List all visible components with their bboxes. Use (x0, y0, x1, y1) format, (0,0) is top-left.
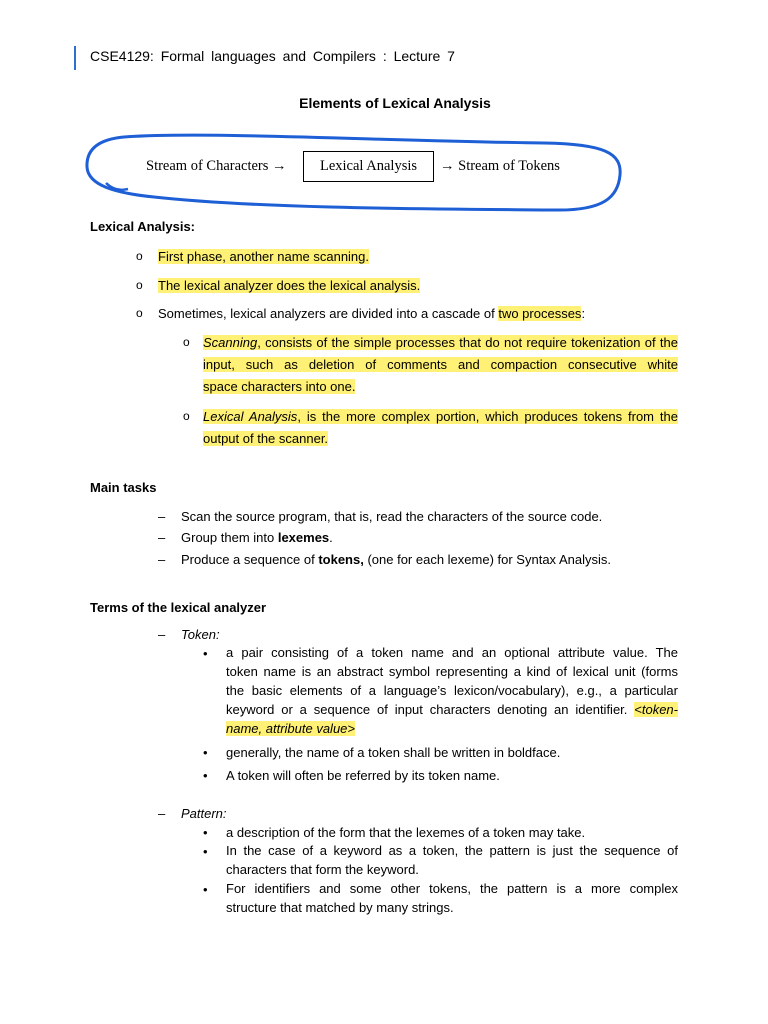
dash-bullet-icon: – (158, 530, 166, 545)
section-heading-lexical-analysis: Lexical Analysis: (90, 219, 196, 234)
sub-item-scanning: Scanning, consists of the simple processes that do not require tokenization of the input, such as deletion of comments and compaction consecutive white space characters into one. (203, 335, 678, 394)
dash-bullet-icon: – (158, 552, 166, 567)
page-title: Elements of Lexical Analysis (299, 95, 491, 111)
section-heading-terms: Terms of the lexical analyzer (90, 600, 267, 615)
dash-bullet-icon: – (158, 627, 166, 642)
dot-bullet-icon: • (203, 745, 208, 760)
list-item: First phase, another name scanning. (158, 249, 370, 264)
dot-bullet-icon: • (203, 825, 208, 840)
pattern-keyword-item: In the case of a keyword as a token, the pattern is just the sequence of characters that form the keyword. (226, 843, 678, 877)
bullet-circle-icon: o (136, 278, 143, 292)
sub-item-lexical-analysis: Lexical Analysis, is the more complex portion, which produces tokens from the output of the scanner. (203, 409, 678, 446)
flow-output-label: → Stream of Tokens (440, 158, 560, 174)
list-item: generally, the name of a token shall be written in boldface. (226, 745, 561, 760)
flow-lexical-analysis-box: Lexical Analysis (303, 151, 434, 182)
dash-bullet-icon: – (158, 806, 166, 821)
list-item: A token will often be referred by its token name. (226, 768, 500, 783)
course-header: CSE4129: Formal languages and Compilers : Lecture 7 (90, 48, 455, 64)
list-item: Sometimes, lexical analyzers are divided into a cascade of two processes: (158, 306, 586, 321)
dot-bullet-icon: • (203, 768, 208, 783)
list-item: Group them into lexemes. (181, 530, 333, 545)
bullet-circle-icon: o (136, 306, 143, 320)
dash-bullet-icon: – (158, 509, 166, 524)
section-heading-main-tasks: Main tasks (90, 480, 157, 495)
list-item: a description of the form that the lexemes of a token may take. (226, 825, 586, 840)
flow-input-label: Stream of Characters → (146, 158, 287, 174)
term-label-token: Token: (181, 627, 220, 642)
list-item: The lexical analyzer does the lexical analysis. (158, 278, 421, 293)
dot-bullet-icon: • (203, 646, 208, 661)
pattern-identifier-item: For identifiers and some other tokens, the pattern is a more complex structure that matched by many strings. (226, 881, 678, 915)
header-accent-bar (74, 46, 76, 70)
term-label-pattern: Pattern: (181, 806, 227, 821)
list-item: Produce a sequence of tokens, (one for each lexeme) for Syntax Analysis. (181, 552, 611, 567)
token-definition: a pair consisting of a token name and an optional attribute value. The token name is an abstract symbol representing a kind of lexical unit (forms the basic elements of a language’s lexicon/vocabulary), e.g., a particular keyword or a sequence of input characters denoting an identifier. <token- name, attribute value> (226, 645, 678, 736)
dot-bullet-icon: • (203, 882, 208, 897)
dot-bullet-icon: • (203, 844, 208, 859)
bullet-circle-icon: o (183, 409, 190, 423)
bullet-circle-icon: o (136, 249, 143, 263)
bullet-circle-icon: o (183, 335, 190, 349)
list-item: Scan the source program, that is, read the characters of the source code. (181, 509, 603, 524)
